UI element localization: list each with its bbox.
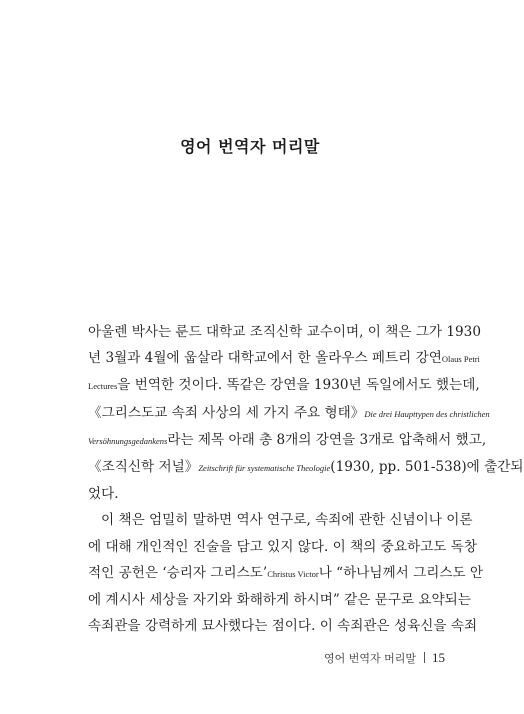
text-line bbox=[88, 319, 481, 345]
running-footer bbox=[324, 650, 445, 666]
text-segment: 적인 공헌은 ‘승리자 그리스도’ bbox=[88, 564, 268, 581]
text-line bbox=[88, 587, 471, 613]
foreign-term: Christus Victor bbox=[267, 568, 319, 579]
text-segment: 라는 제목 아래 총 8개의 강연을 3개로 압축해서 했고, bbox=[167, 431, 487, 448]
foreign-title: Versöhnungsgedankens bbox=[88, 435, 168, 446]
text-segment: 나 “하나님께서 그리스도 안 bbox=[318, 564, 484, 581]
text-segment: 에 계시사 세상을 자기와 화해하게 하시며” 같은 문구로 요약되는 bbox=[88, 592, 471, 609]
text-line bbox=[88, 560, 484, 587]
text-segment: 을 번역한 것이다. 똑같은 강연을 1930년 독일에서도 했는데, bbox=[117, 377, 480, 394]
text-segment: 이 책은 엄밀히 말하면 역사 연구로, 속죄에 관한 신념이나 이론 bbox=[101, 512, 473, 529]
paragraph bbox=[88, 319, 524, 507]
chapter-heading: 영어 번역자 머리말 bbox=[180, 137, 320, 156]
text-line bbox=[88, 481, 460, 507]
body-text bbox=[88, 319, 524, 639]
text-segment: (1930, pp. 501-538)에 출간되 bbox=[330, 459, 524, 476]
text-segment: 아울렌 박사는 룬드 대학교 조직신학 교수이며, 이 책은 그가 1930 bbox=[88, 324, 481, 340]
foreign-term: Lectures bbox=[88, 381, 118, 392]
text-line bbox=[88, 400, 490, 427]
text-segment: 속죄관을 강력하게 묘사했다는 점이다. 이 속죄관은 성육신을 속죄 bbox=[88, 618, 478, 635]
footer-separator bbox=[424, 652, 425, 663]
text-segment: 었다. bbox=[88, 486, 119, 503]
running-title: 영어 번역자 머리말 bbox=[323, 652, 416, 665]
paragraph bbox=[88, 507, 484, 639]
text-line bbox=[88, 345, 480, 372]
text-segment: 《그리스도교 속죄 사상의 세 가지 주요 형태》 bbox=[88, 404, 365, 421]
text-segment: 《조직신학 저널》 bbox=[88, 459, 199, 476]
text-line bbox=[88, 454, 524, 481]
foreign-title: Die drei Haupttypen des christlichen bbox=[364, 408, 490, 419]
text-line bbox=[88, 613, 478, 639]
text-line bbox=[88, 507, 473, 533]
text-segment: 년 3월과 4월에 웁살라 대학교에서 한 올라우스 페트리 강연 bbox=[88, 350, 442, 367]
text-segment: 에 대해 개인적인 진술을 담고 있지 않다. 이 책의 중요하고도 독창 bbox=[88, 538, 477, 555]
foreign-term: Olaus Petri bbox=[441, 354, 480, 365]
text-line bbox=[88, 427, 487, 454]
foreign-title: Zeitschrift für systematische Theologie bbox=[198, 463, 331, 474]
page-number: 15 bbox=[432, 650, 445, 665]
text-line bbox=[88, 534, 477, 560]
text-line bbox=[88, 372, 480, 399]
